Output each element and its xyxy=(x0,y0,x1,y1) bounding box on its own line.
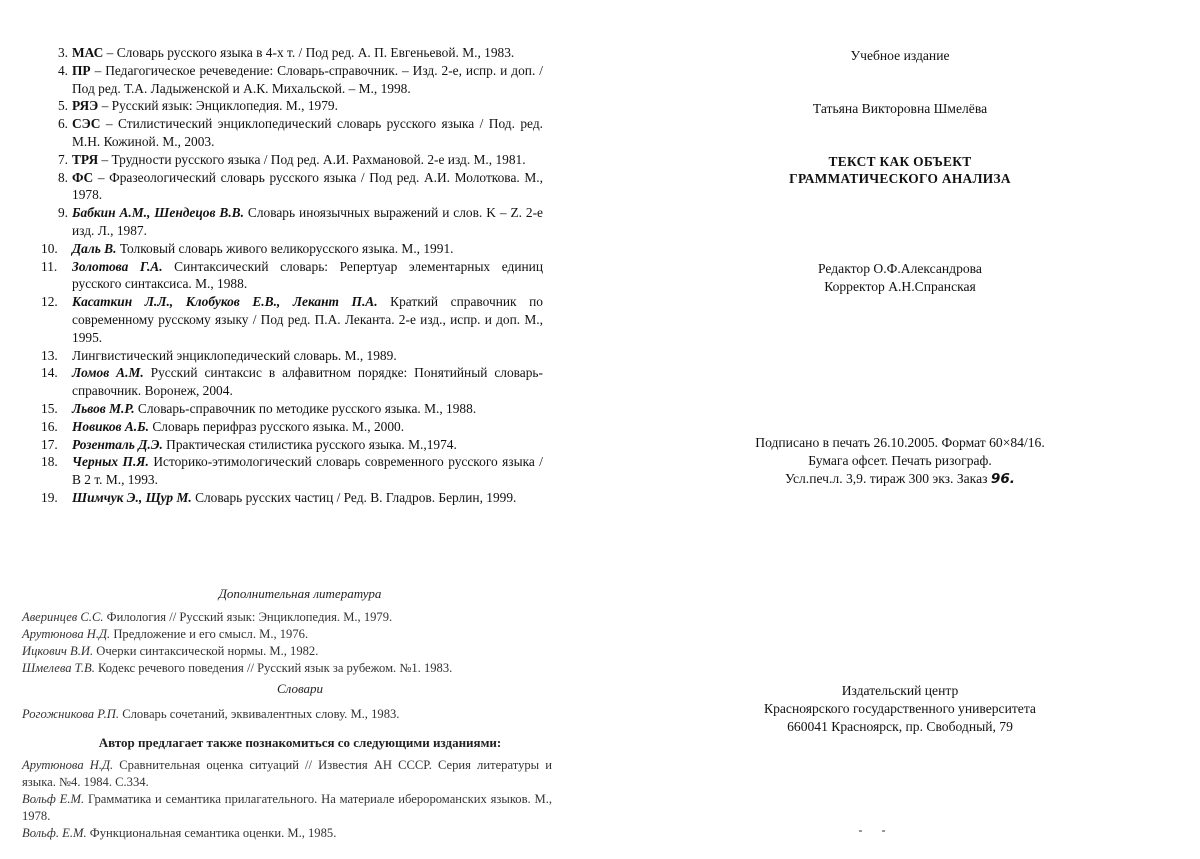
reference-number: 9. xyxy=(57,205,68,221)
reference-text: Синтаксический словарь: Репертуар элементарных единиц русского синтаксиса. М., 1988. xyxy=(72,258,543,292)
edition-type: Учебное издание xyxy=(850,48,950,63)
literature-text: Очерки синтаксической нормы. М., 1982. xyxy=(93,644,319,658)
literature-item xyxy=(22,660,552,677)
literature-text: Кодекс речевого поведения // Русский язык за рубежом. №1. 1983. xyxy=(94,661,453,675)
reference-item xyxy=(46,44,543,62)
scan-speck xyxy=(859,830,862,832)
editor-credit: Редактор О.Ф.Александрова xyxy=(818,261,982,276)
reference-number: 17. xyxy=(41,436,58,452)
reference-author: Львов М.Р. xyxy=(72,400,135,416)
reference-author: Даль В. xyxy=(72,240,117,256)
reference-number: 14. xyxy=(41,365,58,381)
literature-item xyxy=(22,757,552,791)
additional-literature-list xyxy=(22,609,552,677)
reference-text: – Русский язык: Энциклопедия. М., 1979. xyxy=(98,98,338,114)
reference-number: 12. xyxy=(41,294,58,310)
reference-number: 19. xyxy=(41,489,58,505)
reference-item xyxy=(41,436,543,454)
reference-number: 4. xyxy=(57,62,68,78)
reference-item xyxy=(41,364,543,400)
reference-abbreviation: ТРЯ xyxy=(72,151,99,167)
reference-number: 7. xyxy=(57,151,68,167)
reference-author: Черных П.Я. xyxy=(72,454,149,470)
dictionaries-heading: Словари xyxy=(276,681,324,696)
reference-item xyxy=(46,115,543,151)
reference-text: Практическая стилистика русского языка. М.,1974. xyxy=(162,436,457,452)
reference-text: Русский синтаксис в алфавитном порядке: Понятийный словарь-справочник. Воронеж, 2004. xyxy=(72,365,543,399)
reference-text: Словарь перифраз русского языка. М., 2000. xyxy=(148,418,405,434)
reference-item xyxy=(46,204,543,240)
reference-number: 3. xyxy=(57,45,68,60)
reference-text: Краткий справочник по современному русскому языку / Под ред. П.А. Леканта. 2-е изд., испр. и доп. М., 1995. xyxy=(72,294,544,345)
reference-number: 10. xyxy=(41,240,58,256)
literature-text: Функциональная семантика оценки. М., 1985. xyxy=(86,826,337,840)
reference-item xyxy=(46,151,543,169)
reference-author: Новиков А.Б. xyxy=(72,418,149,434)
reference-number: 18. xyxy=(41,454,58,470)
reference-text: – Педагогическое речеведение: Словарь-справочник. – Изд. 2-е, испр. и доп. / Под ред. Т.А. Ладыженской и А.К. Михальской. – М., 1998. xyxy=(72,62,543,96)
reference-abbreviation: ФС xyxy=(72,169,94,185)
reference-item xyxy=(46,62,543,98)
reference-author: Касаткин Л.Л., Клобуков Е.В., Лекант П.А. xyxy=(72,294,378,310)
additional-literature-heading: Дополнительная литература xyxy=(218,586,382,601)
reference-item xyxy=(41,400,543,418)
reference-abbreviation: ПР xyxy=(72,62,91,78)
reference-number: 15. xyxy=(41,400,58,416)
reference-item xyxy=(41,258,543,294)
dictionaries-list xyxy=(22,706,552,723)
reference-item xyxy=(41,453,544,489)
publisher-address: 660041 Красноярск, пр. Свободный, 79 xyxy=(787,719,1013,734)
author-name: Татьяна Викторовна Шмелёва xyxy=(812,101,988,116)
reference-item xyxy=(41,240,543,258)
print-info-text: Усл.печ.л. 3,9. тираж 300 экз. Заказ xyxy=(785,471,991,486)
literature-item xyxy=(22,643,552,660)
reference-text: Словарь-справочник по методике русского языка. М., 1988. xyxy=(134,400,477,416)
literature-item xyxy=(22,791,552,825)
literature-author: Арутюнова Н.Д. xyxy=(22,627,111,641)
literature-author: Шмелева Т.В. xyxy=(22,661,95,675)
print-info-line-1: Подписано в печать 26.10.2005. Формат 60×84/16. xyxy=(755,435,1045,450)
reference-item xyxy=(46,97,543,115)
reference-text: Лингвистический энциклопедический словарь. М., 1989. xyxy=(72,347,397,363)
literature-text: Грамматика и семантика прилагательного. На материале иберороманских языков. М., 1978. xyxy=(22,792,553,823)
literature-text: Филология // Русский язык: Энциклопедия. М., 1979. xyxy=(103,610,393,624)
reference-author: Розенталь Д.Э. xyxy=(72,436,163,452)
reference-author: Ломов А.М. xyxy=(72,365,144,381)
reference-text: – Словарь русского языка в 4-х т. / Под ред. А. П. Евгеньевой. М., 1983. xyxy=(103,45,515,60)
literature-item xyxy=(22,706,552,723)
reference-item xyxy=(41,293,544,346)
print-info-line-3 xyxy=(600,470,1200,488)
reference-item xyxy=(41,418,543,436)
literature-text: Сравнительная оценка ситуаций // Известия АН СССР. Серия литературы и языка. №4. 1984. С.334. xyxy=(22,758,552,789)
book-title-line-1: ТЕКСТ КАК ОБЪЕКТ xyxy=(828,154,972,169)
reference-text: Словарь русских частиц / Ред. В. Гладров. Берлин, 1999. xyxy=(191,489,517,505)
also-read-list xyxy=(22,757,552,842)
literature-text: Словарь сочетаний, эквивалентных слову. М., 1983. xyxy=(119,707,400,721)
also-read-heading: Автор предлагает также познакомиться со следующими изданиями: xyxy=(98,735,502,750)
reference-item xyxy=(41,489,543,507)
literature-item xyxy=(22,626,552,643)
reference-text: Толковый словарь живого великорусского языка. М., 1991. xyxy=(116,240,454,256)
reference-author: Шимчук Э., Щур М. xyxy=(72,489,192,505)
literature-author: Рогожникова Р.П. xyxy=(22,707,120,721)
reference-text: – Фразеологический словарь русского языка / Под ред. А.И. Молоткова. М., 1978. xyxy=(72,169,543,203)
literature-author: Ицкович В.И. xyxy=(22,644,94,658)
literature-item xyxy=(22,609,552,626)
bibliography-list xyxy=(41,44,544,507)
reference-number: 5. xyxy=(57,98,68,114)
reference-author: Золотова Г.А. xyxy=(72,258,163,274)
literature-author: Вольф. Е.М. xyxy=(22,826,87,840)
publisher-line-1: Издательский центр xyxy=(841,683,959,698)
reference-author: Бабкин А.М., Шендецов В.В. xyxy=(72,205,244,221)
reference-abbreviation: СЭС xyxy=(72,116,101,132)
reference-abbreviation: РЯЭ xyxy=(72,98,99,114)
literature-author: Арутюнова Н.Д. xyxy=(22,758,114,772)
reference-item xyxy=(46,169,543,205)
print-info-line-2: Бумага офсет. Печать ризограф. xyxy=(808,453,992,468)
reference-item xyxy=(41,347,543,365)
reference-number: 8. xyxy=(57,169,68,185)
reference-number: 11. xyxy=(41,258,58,274)
scan-speck xyxy=(882,830,885,832)
reference-text: – Трудности русского языка / Под ред. А.И. Рахмановой. 2-е изд. М., 1981. xyxy=(98,151,526,167)
reference-text: Словарь иноязычных выражений и слов. K – Z. 2-е изд. Л., 1987. xyxy=(72,205,544,238)
corrector-credit: Корректор А.Н.Спранская xyxy=(824,279,976,294)
right-page xyxy=(600,0,1200,859)
reference-number: 13. xyxy=(41,347,58,363)
reference-abbreviation: МАС xyxy=(72,45,104,60)
reference-text: Историко-этимологический словарь современного русского языка / В 2 т. М., 1993. xyxy=(72,454,544,488)
literature-author: Вольф Е.М. xyxy=(22,792,85,806)
reference-text: – Стилистический энциклопедический словарь русского языка / Под. ред. М.Н. Кожиной. М., 2003. xyxy=(72,116,543,149)
literature-item xyxy=(22,825,552,842)
literature-author: Аверинцев С.С. xyxy=(22,610,104,624)
book-title-line-2: ГРАММАТИЧЕСКОГО АНАЛИЗА xyxy=(789,171,1011,186)
literature-text: Предложение и его смысл. М., 1976. xyxy=(110,627,309,641)
reference-number: 6. xyxy=(57,116,68,132)
reference-number: 16. xyxy=(41,418,58,434)
order-number: 96. xyxy=(990,471,1015,487)
publisher-line-2: Красноярского государственного университета xyxy=(764,701,1036,716)
